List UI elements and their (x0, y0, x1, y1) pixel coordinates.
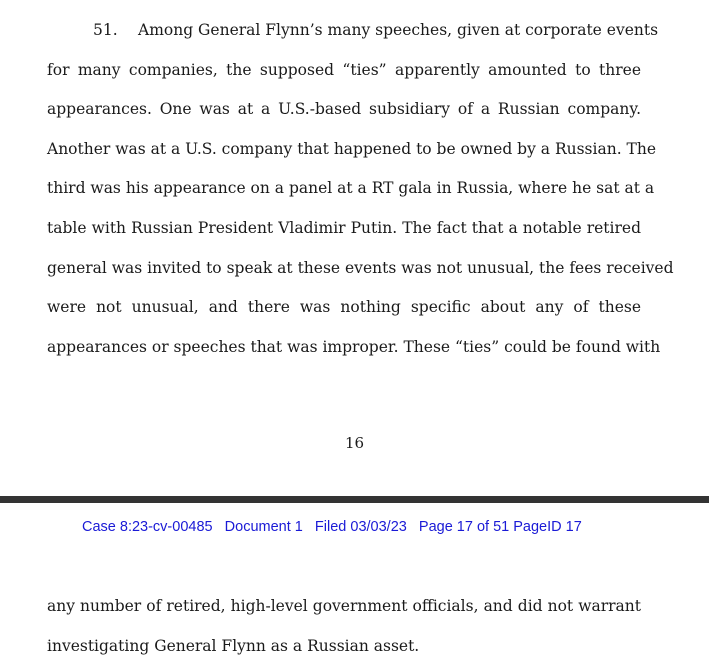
text-line: Among General Flynn’s many speeches, given at corporate events (138, 21, 659, 39)
text-line: table with Russian President Vladimir Putin. The fact that a notable retired (47, 219, 641, 237)
paragraph-number: 51. (93, 21, 118, 39)
text-line: appearances or speeches that was improper. These “ties” could be found with (47, 338, 661, 356)
text-line: third was his appearance on a panel at a RT gala in Russia, where he sat at a (47, 179, 655, 197)
case-header: Case 8:23-cv-00485 Document 1 Filed 03/03/23 Page 17 of 51 PageID 17 (82, 519, 582, 535)
text-line: Another was at a U.S. company that happened to be owned by a Russian. The (47, 140, 657, 158)
text-line: any number of retired, high-level government officials, and did not warrant (47, 597, 641, 615)
page-number: 16 (344, 434, 365, 452)
text-line: for many companies, the supposed “ties” apparently amounted to three (47, 61, 641, 79)
text-line: appearances. One was at a U.S.-based subsidiary of a Russian company. (47, 100, 641, 118)
text-line: were not unusual, and there was nothing specific about any of these (47, 298, 641, 316)
text-line: investigating General Flynn as a Russian asset. (47, 637, 420, 655)
text-line: general was invited to speak at these events was not unusual, the fees received (47, 259, 674, 277)
page-break-divider (0, 496, 709, 503)
